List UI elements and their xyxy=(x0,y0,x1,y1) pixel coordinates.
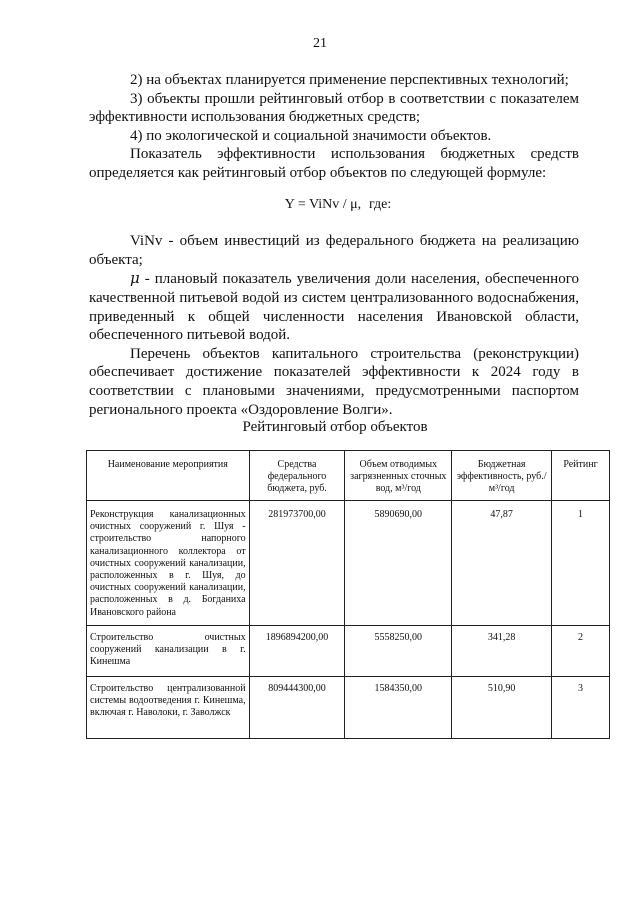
cell-rating: 1 xyxy=(552,501,610,626)
table-header-row xyxy=(87,451,610,501)
cell-efficiency: 47,87 xyxy=(452,501,552,626)
cell-efficiency: 510,90 xyxy=(452,677,552,739)
header-volume: Объем отводимых загрязненных сточных вод, м³/год xyxy=(345,451,452,501)
table-title: Рейтинговый отбор объектов xyxy=(242,419,428,435)
cell-name: Строительство централизованной системы водоотведения г. Кинешма, включая г. Наволоки, г. Заволжск xyxy=(87,677,250,739)
cell-rating: 3 xyxy=(552,677,610,739)
formula-where: где: xyxy=(368,196,392,212)
paragraph-item-4: 4) по экологической и социальной значимости объектов. xyxy=(130,127,492,144)
mu-symbol: μ xyxy=(130,269,140,288)
paragraph-indicator-intro: Показатель эффективности использования бюджетных средств определяется как рейтинговый отбор объектов по следующей формуле: xyxy=(89,146,579,181)
cell-volume: 1584350,00 xyxy=(345,677,452,739)
header-efficiency: Бюджетная эффективность, руб./ м³/год xyxy=(452,451,552,501)
cell-efficiency: 341,28 xyxy=(452,626,552,677)
mu-definition-text: - плановый показатель увеличения доли населения, обеспеченного качественной питьевой водой из систем централизованного водоснабжения, приведенный к общей численности населения Ивановской области, обеспеченного питьевой водой. xyxy=(89,271,579,344)
cell-funds: 809444300,00 xyxy=(249,677,345,739)
paragraph-object-list: Перечень объектов капитального строительства (реконструкции) обеспечивает достижение показателей эффективности к 2024 году в соответствии с плановыми значениями, предусмотренными паспортом регионального проекта «Оздоровление Волги». xyxy=(89,345,579,418)
header-name: Наименование мероприятия xyxy=(87,451,250,501)
paragraph-item-3: 3) объекты прошли рейтинговый отбор в соответствии с показателем эффективности использования бюджетных средств; xyxy=(89,90,579,126)
table-row xyxy=(87,501,610,626)
cell-volume: 5558250,00 xyxy=(345,626,452,677)
formula-expression: Y = ViNv / μ, xyxy=(284,196,362,212)
cell-volume: 5890690,00 xyxy=(345,501,452,626)
body-text xyxy=(89,71,579,419)
cell-name: Реконструкция канализационных очистных сооружений г. Шуя - строительство напорного канализационного коллектора от очистных сооружений канализации, расположенных в г. Шуя, до очистных сооружений канализации, расположенных в д. Богданиха Ивановского района xyxy=(87,501,250,626)
cell-funds: 281973700,00 xyxy=(249,501,345,626)
rating-table xyxy=(86,450,610,739)
paragraph-mu-definition xyxy=(89,269,579,344)
header-funds: Средства федерального бюджета, руб. xyxy=(249,451,345,501)
paragraph-item-2: 2) на объектах планируется применение перспективных технологий; xyxy=(130,72,569,88)
cell-rating: 2 xyxy=(552,626,610,677)
formula xyxy=(89,195,579,215)
header-rating: Рейтинг xyxy=(552,451,610,501)
table-row xyxy=(87,626,610,677)
cell-name: Строительство очистных сооружений канализации в г. Кинешма xyxy=(87,626,250,677)
table-row xyxy=(87,677,610,739)
cell-funds: 1896894200,00 xyxy=(249,626,345,677)
paragraph-vinv-definition: ViNv - объем инвестиций из федерального бюджета на реализацию объекта; xyxy=(89,233,579,268)
page-number: 21 xyxy=(313,36,327,51)
